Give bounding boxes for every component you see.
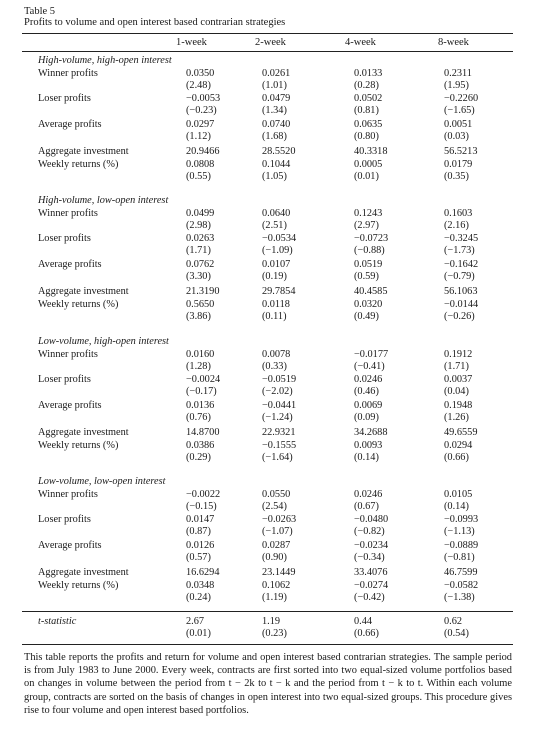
table-cell-tstat: (−0.81) xyxy=(444,552,475,563)
table-cell-tstat: (−0.17) xyxy=(186,386,217,397)
table-cell-value: 0.0479 xyxy=(262,93,291,104)
table-cell-tstat: (1.68) xyxy=(262,131,287,142)
table-cell-tstat: (0.55) xyxy=(186,171,211,182)
t-statistic-value: 1.19 xyxy=(262,616,281,627)
header-rule xyxy=(22,51,513,52)
row-label: Average profits xyxy=(38,540,102,551)
table-cell-value: 0.5650 xyxy=(186,299,215,310)
table-cell-value: 0.0287 xyxy=(262,540,291,551)
table-cell-value: −0.0480 xyxy=(354,514,389,525)
table-cell-tstat: (1.28) xyxy=(186,361,211,372)
table-cell-value: 0.2311 xyxy=(444,68,472,79)
tstat-rule xyxy=(22,611,513,612)
column-header-1-week: 1-week xyxy=(176,37,207,48)
table-cell-tstat: (0.90) xyxy=(262,552,287,563)
table-cell-value: 56.1063 xyxy=(444,286,478,297)
table-cell-value: 16.6294 xyxy=(186,567,220,578)
table-cell-value: 0.0519 xyxy=(354,259,383,270)
table-cell-value: 0.0740 xyxy=(262,119,291,130)
table-cell-value: −0.0263 xyxy=(262,514,297,525)
table-cell-tstat: (0.11) xyxy=(262,311,287,322)
row-label: Winner profits xyxy=(38,68,98,79)
bottom-rule xyxy=(22,644,513,645)
table-cell-value: 0.1044 xyxy=(262,159,291,170)
table-cell-tstat: (0.87) xyxy=(186,526,211,537)
table-cell-value: 0.0502 xyxy=(354,93,383,104)
table-cell-value: 23.1449 xyxy=(262,567,296,578)
table-cell-value: 33.4076 xyxy=(354,567,388,578)
table-cell-tstat: (1.19) xyxy=(262,592,287,603)
table-cell-tstat: (0.28) xyxy=(354,80,379,91)
table-cell-tstat: (0.03) xyxy=(444,131,469,142)
table-cell-tstat: (0.46) xyxy=(354,386,379,397)
table-cell-value: −0.3245 xyxy=(444,233,479,244)
table-cell-value: 0.0348 xyxy=(186,580,215,591)
table-cell-tstat: (−1.24) xyxy=(262,412,293,423)
table-cell-tstat: (2.98) xyxy=(186,220,211,231)
table-cell-tstat: (−1.09) xyxy=(262,245,293,256)
table-cell-tstat: (0.66) xyxy=(444,452,469,463)
table-cell-tstat: (−1.64) xyxy=(262,452,293,463)
table-cell-tstat: (−0.23) xyxy=(186,105,217,116)
table-cell-tstat: (1.95) xyxy=(444,80,469,91)
row-label: Loser profits xyxy=(38,93,91,104)
table-cell-tstat: (−0.15) xyxy=(186,501,217,512)
table-cell-value: −0.0993 xyxy=(444,514,479,525)
table-cell-value: 0.0093 xyxy=(354,440,383,451)
table-cell-value: 0.0133 xyxy=(354,68,383,79)
table-cell-value: 0.0297 xyxy=(186,119,215,130)
t-statistic-pvalue: (0.23) xyxy=(262,628,287,639)
table-cell-value: 56.5213 xyxy=(444,146,478,157)
table-note: This table reports the profits and return for volume and open interest based contrarian strategies. The sample period is from July 1983 to June 2000. Every week, contracts are first sorted into two equal-sized volume portfolios based on changes in volume between the period from t − 2k to t − k and the period from t − k to t. Within each volume group, contracts are sorted on the basis of changes in open interest into two equal-sized groups. This procedure gives rise to four volume and open interest based portfolios. xyxy=(24,652,512,716)
group-title: High-volume, low-open interest xyxy=(38,195,169,206)
table-cell-value: −0.0534 xyxy=(262,233,297,244)
table-cell-tstat: (−1.73) xyxy=(444,245,475,256)
table-cell-value: 0.0160 xyxy=(186,349,215,360)
table-cell-tstat: (−0.79) xyxy=(444,271,475,282)
t-statistic-pvalue: (0.66) xyxy=(354,628,379,639)
table-cell-tstat: (1.71) xyxy=(444,361,469,372)
table-cell-tstat: (0.67) xyxy=(354,501,379,512)
column-header-2-week: 2-week xyxy=(255,37,286,48)
table-cell-value: 0.1912 xyxy=(444,349,473,360)
table-cell-value: 0.0051 xyxy=(444,119,473,130)
table-cell-tstat: (0.01) xyxy=(354,171,379,182)
table-cell-tstat: (−1.13) xyxy=(444,526,475,537)
table-cell-value: −0.0441 xyxy=(262,400,297,411)
row-label: Aggregate investment xyxy=(38,427,129,438)
row-label: Winner profits xyxy=(38,208,98,219)
column-header-8-week: 8-week xyxy=(438,37,469,48)
table-cell-tstat: (1.12) xyxy=(186,131,211,142)
t-statistic-label: t-statistic xyxy=(38,616,77,627)
table-cell-value: −0.0274 xyxy=(354,580,389,591)
row-label: Weekly returns (%) xyxy=(38,159,119,170)
table-cell-value: −0.1555 xyxy=(262,440,297,451)
table-cell-value: 0.0118 xyxy=(262,299,290,310)
table-cell-value: 28.5520 xyxy=(262,146,296,157)
table-cell-value: −0.0723 xyxy=(354,233,389,244)
group-title: Low-volume, high-open interest xyxy=(38,336,169,347)
table-cell-value: 0.0069 xyxy=(354,400,383,411)
table-cell-tstat: (0.19) xyxy=(262,271,287,282)
table-label: Table 5 xyxy=(24,6,56,17)
t-statistic-pvalue: (0.01) xyxy=(186,628,211,639)
table-cell-tstat: (−0.34) xyxy=(354,552,385,563)
row-label: Winner profits xyxy=(38,489,98,500)
table-cell-value: 0.0386 xyxy=(186,440,215,451)
table-cell-value: 0.0320 xyxy=(354,299,383,310)
table-cell-value: 0.1243 xyxy=(354,208,383,219)
row-label: Weekly returns (%) xyxy=(38,580,119,591)
table-cell-value: 0.0126 xyxy=(186,540,215,551)
table-cell-value: 0.0635 xyxy=(354,119,383,130)
table-cell-tstat: (3.30) xyxy=(186,271,211,282)
row-label: Average profits xyxy=(38,259,102,270)
table-cell-value: 29.7854 xyxy=(262,286,296,297)
t-statistic-value: 2.67 xyxy=(186,616,205,627)
row-label: Average profits xyxy=(38,400,102,411)
row-label: Loser profits xyxy=(38,233,91,244)
table-cell-value: 0.0246 xyxy=(354,489,383,500)
table-cell-tstat: (2.97) xyxy=(354,220,379,231)
table-cell-value: −0.0177 xyxy=(354,349,389,360)
table-cell-value: −0.0234 xyxy=(354,540,389,551)
table-cell-tstat: (0.09) xyxy=(354,412,379,423)
row-label: Winner profits xyxy=(38,349,98,360)
table-cell-tstat: (3.86) xyxy=(186,311,211,322)
table-cell-value: 0.0640 xyxy=(262,208,291,219)
table-cell-value: −0.1642 xyxy=(444,259,479,270)
table-cell-value: −0.0024 xyxy=(186,374,221,385)
table-cell-value: −0.2260 xyxy=(444,93,479,104)
table-cell-value: −0.0053 xyxy=(186,93,221,104)
table-cell-value: 0.1948 xyxy=(444,400,473,411)
table-cell-tstat: (1.71) xyxy=(186,245,211,256)
table-cell-value: 0.0105 xyxy=(444,489,473,500)
column-header-4-week: 4-week xyxy=(345,37,376,48)
table-caption: Profits to volume and open interest based contrarian strategies xyxy=(24,17,286,28)
table-cell-value: 20.9466 xyxy=(186,146,220,157)
table-cell-value: 40.4585 xyxy=(354,286,388,297)
table-cell-value: 0.0499 xyxy=(186,208,215,219)
table-cell-value: 0.0136 xyxy=(186,400,215,411)
table-cell-value: 14.8700 xyxy=(186,427,220,438)
table-cell-tstat: (0.35) xyxy=(444,171,469,182)
table-cell-tstat: (0.14) xyxy=(354,452,379,463)
table-cell-value: 0.0147 xyxy=(186,514,215,525)
table-cell-value: 34.2688 xyxy=(354,427,388,438)
t-statistic-value: 0.62 xyxy=(444,616,463,627)
table-cell-tstat: (1.34) xyxy=(262,105,287,116)
row-label: Average profits xyxy=(38,119,102,130)
table-cell-tstat: (−0.82) xyxy=(354,526,385,537)
table-cell-tstat: (−0.88) xyxy=(354,245,385,256)
row-label: Weekly returns (%) xyxy=(38,440,119,451)
row-label: Aggregate investment xyxy=(38,286,129,297)
table-cell-tstat: (0.24) xyxy=(186,592,211,603)
table-cell-tstat: (2.54) xyxy=(262,501,287,512)
table-cell-value: −0.0144 xyxy=(444,299,479,310)
table-cell-tstat: (0.59) xyxy=(354,271,379,282)
table-cell-value: −0.0889 xyxy=(444,540,479,551)
table-cell-value: 0.0550 xyxy=(262,489,291,500)
table-cell-tstat: (0.29) xyxy=(186,452,211,463)
top-rule xyxy=(22,33,513,34)
table-cell-value: 0.0263 xyxy=(186,233,215,244)
table-cell-tstat: (0.80) xyxy=(354,131,379,142)
table-cell-value: 0.0762 xyxy=(186,259,215,270)
table-cell-tstat: (2.51) xyxy=(262,220,287,231)
table-cell-value: 0.0107 xyxy=(262,259,291,270)
table-cell-value: 0.0808 xyxy=(186,159,215,170)
row-label: Aggregate investment xyxy=(38,567,129,578)
row-label: Weekly returns (%) xyxy=(38,299,119,310)
group-title: High-volume, high-open interest xyxy=(38,55,172,66)
table-cell-value: −0.0519 xyxy=(262,374,297,385)
table-cell-value: 0.1062 xyxy=(262,580,291,591)
table-cell-tstat: (−1.65) xyxy=(444,105,475,116)
table-cell-value: 40.3318 xyxy=(354,146,388,157)
table-cell-tstat: (−0.41) xyxy=(354,361,385,372)
row-label: Loser profits xyxy=(38,374,91,385)
table-cell-tstat: (2.16) xyxy=(444,220,469,231)
table-cell-tstat: (0.76) xyxy=(186,412,211,423)
table-cell-tstat: (0.14) xyxy=(444,501,469,512)
table-cell-value: 0.0350 xyxy=(186,68,215,79)
table-cell-value: −0.0022 xyxy=(186,489,221,500)
row-label: Aggregate investment xyxy=(38,146,129,157)
table-cell-tstat: (0.81) xyxy=(354,105,379,116)
table-cell-value: 0.0005 xyxy=(354,159,383,170)
table-cell-tstat: (0.57) xyxy=(186,552,211,563)
table-cell-tstat: (0.49) xyxy=(354,311,379,322)
table-cell-value: 0.0179 xyxy=(444,159,473,170)
table-cell-value: 22.9321 xyxy=(262,427,296,438)
table-cell-value: 21.3190 xyxy=(186,286,220,297)
table-cell-value: 49.6559 xyxy=(444,427,478,438)
row-label: Loser profits xyxy=(38,514,91,525)
t-statistic-value: 0.44 xyxy=(354,616,373,627)
table-cell-tstat: (−1.07) xyxy=(262,526,293,537)
t-statistic-pvalue: (0.54) xyxy=(444,628,469,639)
table-cell-tstat: (2.48) xyxy=(186,80,211,91)
table-cell-tstat: (0.04) xyxy=(444,386,469,397)
table-cell-value: 0.0246 xyxy=(354,374,383,385)
table-cell-value: −0.0582 xyxy=(444,580,479,591)
table-cell-tstat: (−0.26) xyxy=(444,311,475,322)
table-cell-tstat: (−0.42) xyxy=(354,592,385,603)
table-cell-value: 0.1603 xyxy=(444,208,473,219)
table-cell-value: 0.0294 xyxy=(444,440,473,451)
group-title: Low-volume, low-open interest xyxy=(38,476,166,487)
table-cell-value: 0.0078 xyxy=(262,349,291,360)
table-cell-tstat: (1.01) xyxy=(262,80,287,91)
table-cell-tstat: (−1.38) xyxy=(444,592,475,603)
table-cell-value: 46.7599 xyxy=(444,567,478,578)
table-cell-tstat: (1.26) xyxy=(444,412,469,423)
table-cell-value: 0.0037 xyxy=(444,374,473,385)
table-cell-tstat: (1.05) xyxy=(262,171,287,182)
table-cell-tstat: (0.33) xyxy=(262,361,287,372)
table-cell-tstat: (−2.02) xyxy=(262,386,293,397)
table-cell-value: 0.0261 xyxy=(262,68,291,79)
